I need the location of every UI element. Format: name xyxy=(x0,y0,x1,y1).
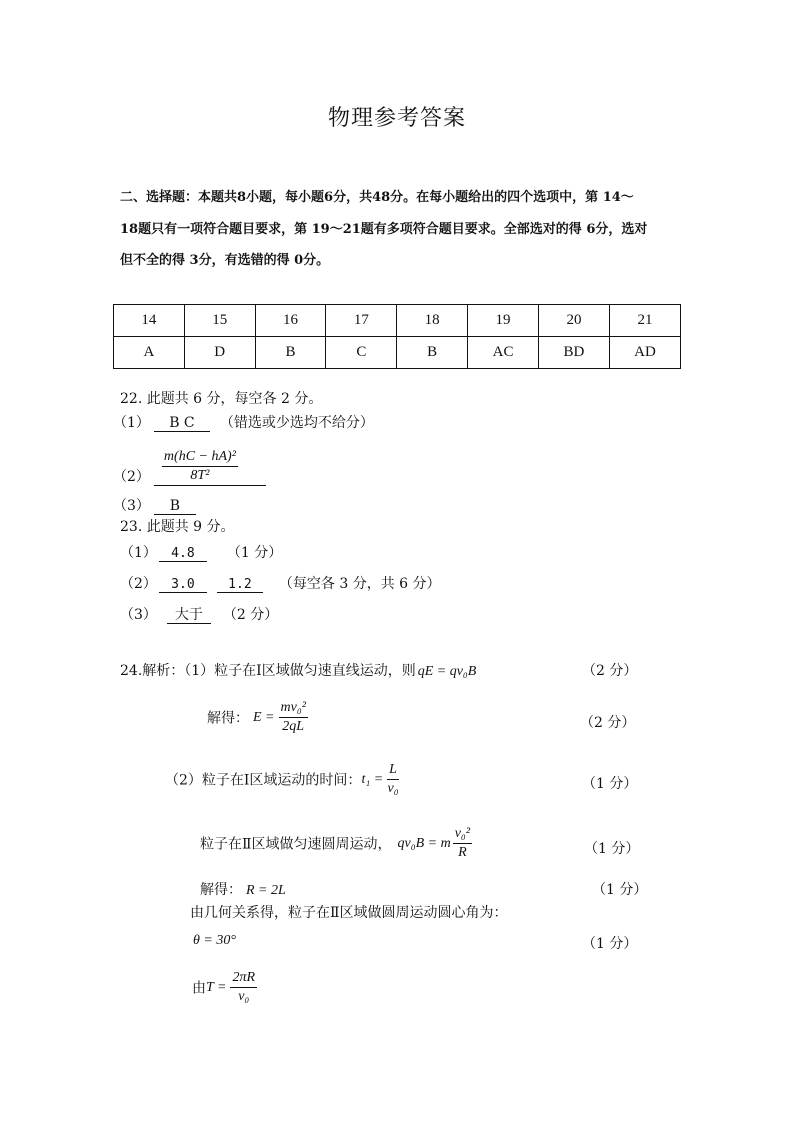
equation-lhs: qv₀B = m xyxy=(397,835,451,851)
table-cell: C xyxy=(326,337,397,369)
table-cell: 18 xyxy=(397,305,468,337)
q24-geometry-text: 由几何关系得，粒子在Ⅱ区域做圆周运动圆心角为： xyxy=(190,905,508,921)
table-cell: 16 xyxy=(255,305,326,337)
prefix-text: 由 xyxy=(192,980,206,997)
answer-note: （1 分） xyxy=(226,545,283,561)
equation-lhs: T = xyxy=(206,979,227,995)
answer-label: （2） xyxy=(113,469,150,485)
q22-answer-1 xyxy=(113,412,374,432)
answer-label: （1） xyxy=(113,415,150,431)
table-cell: 15 xyxy=(184,305,255,337)
fraction-numerator: mv₀² xyxy=(279,700,308,718)
answer-table xyxy=(113,304,681,369)
fraction-denominator: 8T² xyxy=(190,468,210,483)
answer-table-numbers-row xyxy=(114,305,681,337)
section2-line3: 但不全的得 3分，有选错的得 0分。 xyxy=(120,253,330,268)
table-cell: D xyxy=(184,337,255,369)
q23-header: 23. 此题共 9 分。 xyxy=(120,519,235,535)
table-cell: AC xyxy=(468,337,539,369)
fraction-denominator: v₀ xyxy=(387,781,399,796)
section2-line2: 18题只有一项符合题目要求，第 19～21题有多项符合题目要求。全部选对的得 6分，选对 xyxy=(120,222,648,237)
answer-note: （2 分） xyxy=(222,607,279,623)
answer-value: 4.8 xyxy=(159,546,207,562)
fraction-denominator: 2qL xyxy=(282,719,305,734)
q24-solve-1 xyxy=(207,700,308,735)
fraction-numerator: v₀² xyxy=(453,826,472,844)
q24-circular-motion xyxy=(200,826,472,861)
answer-value: B xyxy=(154,499,196,515)
fraction-denominator: v₀ xyxy=(238,989,250,1004)
answer-label: （1） xyxy=(120,545,157,561)
points: （1 分） xyxy=(582,776,638,792)
table-cell: 20 xyxy=(539,305,610,337)
answer-value: 3.0 xyxy=(159,577,207,593)
answer-value: B C xyxy=(154,416,210,432)
q24-header-text: 24.解析：（1）粒子在Ⅰ区域做匀速直线运动，则 xyxy=(120,663,416,679)
fraction-numerator: m(hC − hA)² xyxy=(162,449,238,467)
table-cell: 17 xyxy=(326,305,397,337)
fraction-answer xyxy=(154,449,266,486)
equation-lhs: t₁ = xyxy=(361,771,384,787)
equation: R = 2L xyxy=(246,883,286,898)
answer-label: （2） xyxy=(120,576,157,592)
table-cell: AD xyxy=(609,337,680,369)
points: （2 分） xyxy=(582,663,638,679)
q23-answer-1 xyxy=(120,542,282,562)
solve-label: 解得： xyxy=(207,710,249,727)
fraction-numerator: L xyxy=(387,762,399,780)
q24-solve-2 xyxy=(200,879,286,899)
fraction-numerator: 2πR xyxy=(230,970,257,988)
equation-lhs: E = xyxy=(253,709,275,725)
equation: qE = qv₀B xyxy=(417,664,477,679)
q22-answer-3 xyxy=(113,495,196,515)
points: （1 分） xyxy=(584,841,640,857)
equation: θ = 30° xyxy=(193,933,236,948)
answer-table-answers-row xyxy=(114,337,681,369)
section2-line1: 二、选择题：本题共8小题，每小题6分，共48分。在每小题给出的四个选项中，第 14～ xyxy=(120,190,634,205)
answer-value: 1.2 xyxy=(217,577,263,593)
answer-label: （3） xyxy=(120,607,157,623)
q23-answer-3 xyxy=(120,604,278,624)
points: （1 分） xyxy=(582,936,638,952)
table-cell: BD xyxy=(539,337,610,369)
q22-answer-2 xyxy=(113,440,266,486)
part-text: 粒子在Ⅱ区域做匀速圆周运动， xyxy=(200,836,392,853)
table-cell: A xyxy=(114,337,185,369)
answer-label: （3） xyxy=(113,498,150,514)
table-cell: B xyxy=(255,337,326,369)
answer-value: 大于 xyxy=(167,608,211,624)
points: （2 分） xyxy=(580,715,636,731)
q24-period xyxy=(192,970,257,1005)
q24-part-2 xyxy=(165,762,399,797)
q24-header xyxy=(120,660,476,680)
fraction-denominator: R xyxy=(458,845,467,860)
points: （1 分） xyxy=(592,882,648,898)
table-cell: 19 xyxy=(468,305,539,337)
part-text: （2）粒子在Ⅰ区域运动的时间： xyxy=(165,772,362,789)
answer-note: （错选或少选均不给分） xyxy=(219,415,374,431)
q23-answer-2 xyxy=(120,573,441,593)
page-title: 物理参考答案 xyxy=(327,106,466,131)
table-cell: 14 xyxy=(114,305,185,337)
solve-label: 解得： xyxy=(200,882,242,898)
answer-note: （每空各 3 分，共 6 分） xyxy=(278,576,441,592)
table-cell: B xyxy=(397,337,468,369)
table-cell: 21 xyxy=(609,305,680,337)
q22-header: 22. 此题共 6 分，每空各 2 分。 xyxy=(120,391,323,407)
